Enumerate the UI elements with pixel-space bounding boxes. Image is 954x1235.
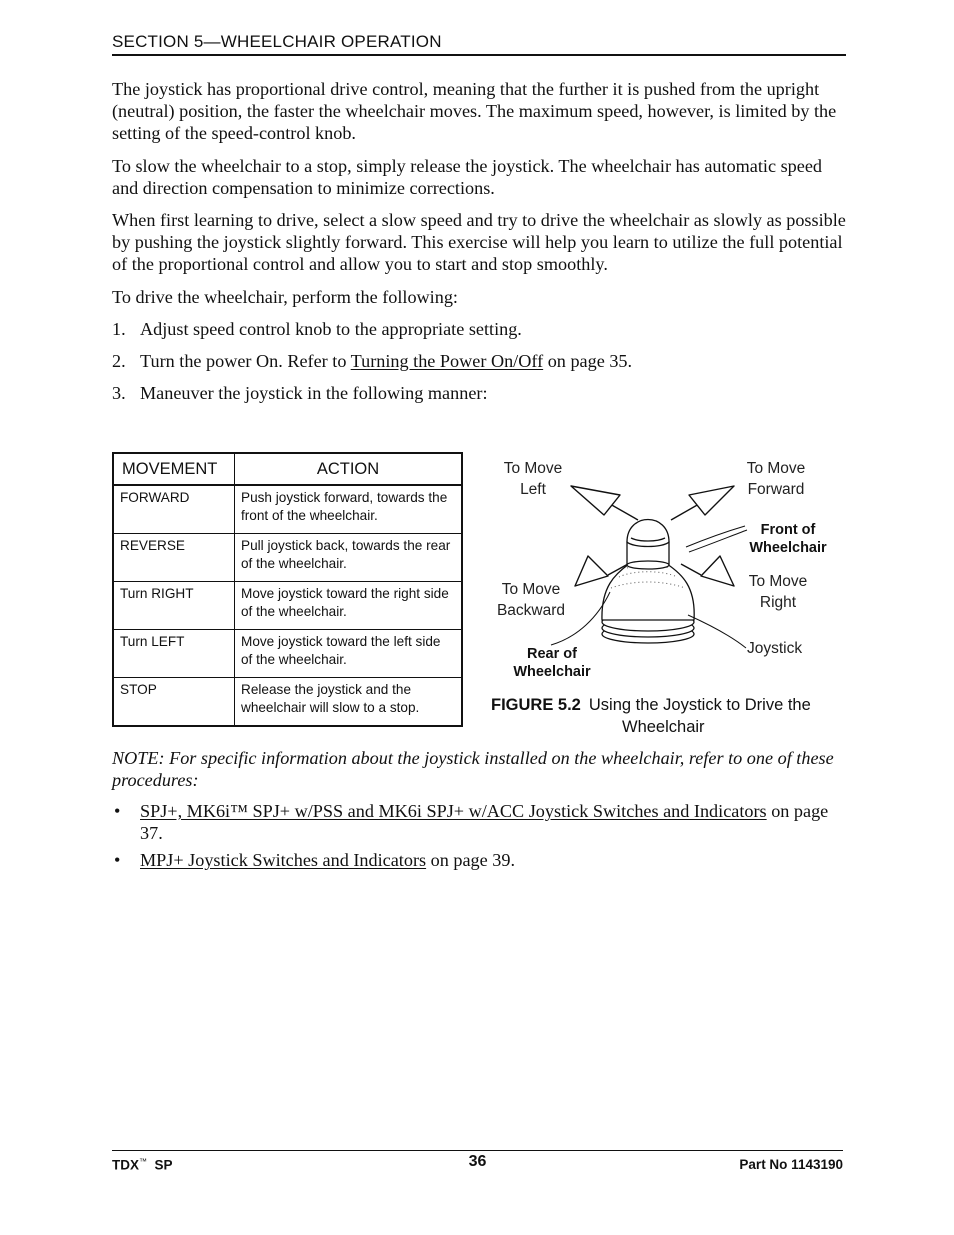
table-header-row	[113, 453, 462, 485]
table-row	[113, 485, 462, 534]
step-item: 3. Maneuver the joystick in the following manner:	[112, 383, 488, 404]
link-mpj-switches[interactable]: MPJ+ Joystick Switches and Indicators	[140, 850, 427, 871]
list-item: • MPJ+ Joystick Switches and Indicators on page 39.	[114, 850, 515, 871]
footer-product: TDX™ SP	[112, 1157, 173, 1173]
label-move-backward: To Move Backward	[496, 581, 566, 619]
label-front-of-wheelchair: Front of Wheelchair	[749, 522, 827, 556]
footer-part-number: Part No 1143190	[739, 1157, 843, 1172]
action-cell: Move joystick toward the right side of the wheelchair.	[235, 582, 463, 630]
action-cell: Move joystick toward the left side of the wheelchair.	[235, 630, 463, 678]
step-item: 2. Turn the power On. Refer to Turning the Power On/Off on page 35.	[112, 351, 633, 372]
movement-table	[112, 452, 463, 727]
link-turning-power[interactable]: Turning the Power On/Off	[350, 351, 544, 372]
table-row	[113, 678, 462, 727]
link-spj-switches[interactable]: SPJ+, MK6i™ SPJ+ w/PSS and MK6i SPJ+ w/ACC Joystick Switches and Indicators	[140, 801, 767, 821]
figure-number: FIGURE 5.2	[491, 696, 581, 714]
step-item: 1. Adjust speed control knob to the appropriate setting.	[112, 318, 522, 339]
movement-cell: Turn LEFT	[113, 630, 235, 678]
section-header: SECTION 5—WHEELCHAIR OPERATION	[112, 32, 846, 56]
drive-steps	[112, 318, 846, 405]
note-text: NOTE: For specific information about the joystick installed on the wheelchair, refer to one of these procedures:	[112, 748, 834, 791]
label-move-right: To Move Right	[748, 573, 808, 611]
table-row	[113, 630, 462, 678]
table-row	[113, 534, 462, 582]
paragraph-proportional-control: The joystick has proportional drive control, meaning that the further it is pushed from the upright (neutral) position, the faster the wheelchair moves. The maximum speed, however, is limited by the setting of the speed-control knob.	[112, 79, 837, 144]
movement-cell: REVERSE	[113, 534, 235, 582]
paragraph-perform-following: To drive the wheelchair, perform the following:	[112, 286, 458, 307]
movement-cell: Turn RIGHT	[113, 582, 235, 630]
list-item: • SPJ+, MK6i™ SPJ+ w/PSS and MK6i SPJ+ w/ACC Joystick Switches and Indicators on page 37.	[114, 801, 829, 844]
col-movement: MOVEMENT	[113, 453, 235, 485]
movement-cell: STOP	[113, 678, 235, 727]
page-footer	[112, 1150, 843, 1173]
action-cell: Pull joystick back, towards the rear of the wheelchair.	[235, 534, 463, 582]
body-text	[112, 78, 846, 414]
page-number: 36	[468, 1153, 487, 1170]
procedure-links	[112, 800, 846, 877]
figure-caption: FIGURE 5.2 Using the Joystick to Drive the Wheelchair	[491, 696, 811, 736]
paragraph-learning: When first learning to drive, select a slow speed and try to drive the wheelchair as slowly as possible by pushing the joystick slightly forward. This exercise will help you learn to utilize the full potential of the proportional control and allow you to start and stop smoothly.	[112, 210, 846, 275]
paragraph-slow-stop: To slow the wheelchair to a stop, simply release the joystick. The wheelchair has automatic speed and direction compensation to minimize corrections.	[112, 155, 823, 198]
action-cell: Push joystick forward, towards the front of the wheelchair.	[235, 485, 463, 534]
arrow-left-icon	[571, 486, 638, 520]
table-row	[113, 582, 462, 630]
col-action: ACTION	[235, 453, 463, 485]
label-rear-of-wheelchair: Rear of Wheelchair	[513, 646, 591, 680]
arrow-forward-icon	[671, 486, 734, 520]
label-move-forward: To Move Forward	[746, 460, 806, 498]
label-move-left: To Move Left	[503, 460, 563, 498]
action-cell: Release the joystick and the wheelchair will slow to a stop.	[235, 678, 463, 727]
arrow-right-icon	[681, 556, 734, 586]
joystick-figure	[493, 452, 846, 692]
movement-cell: FORWARD	[113, 485, 235, 534]
joystick-icon	[602, 520, 694, 644]
label-joystick: Joystick	[747, 640, 803, 657]
